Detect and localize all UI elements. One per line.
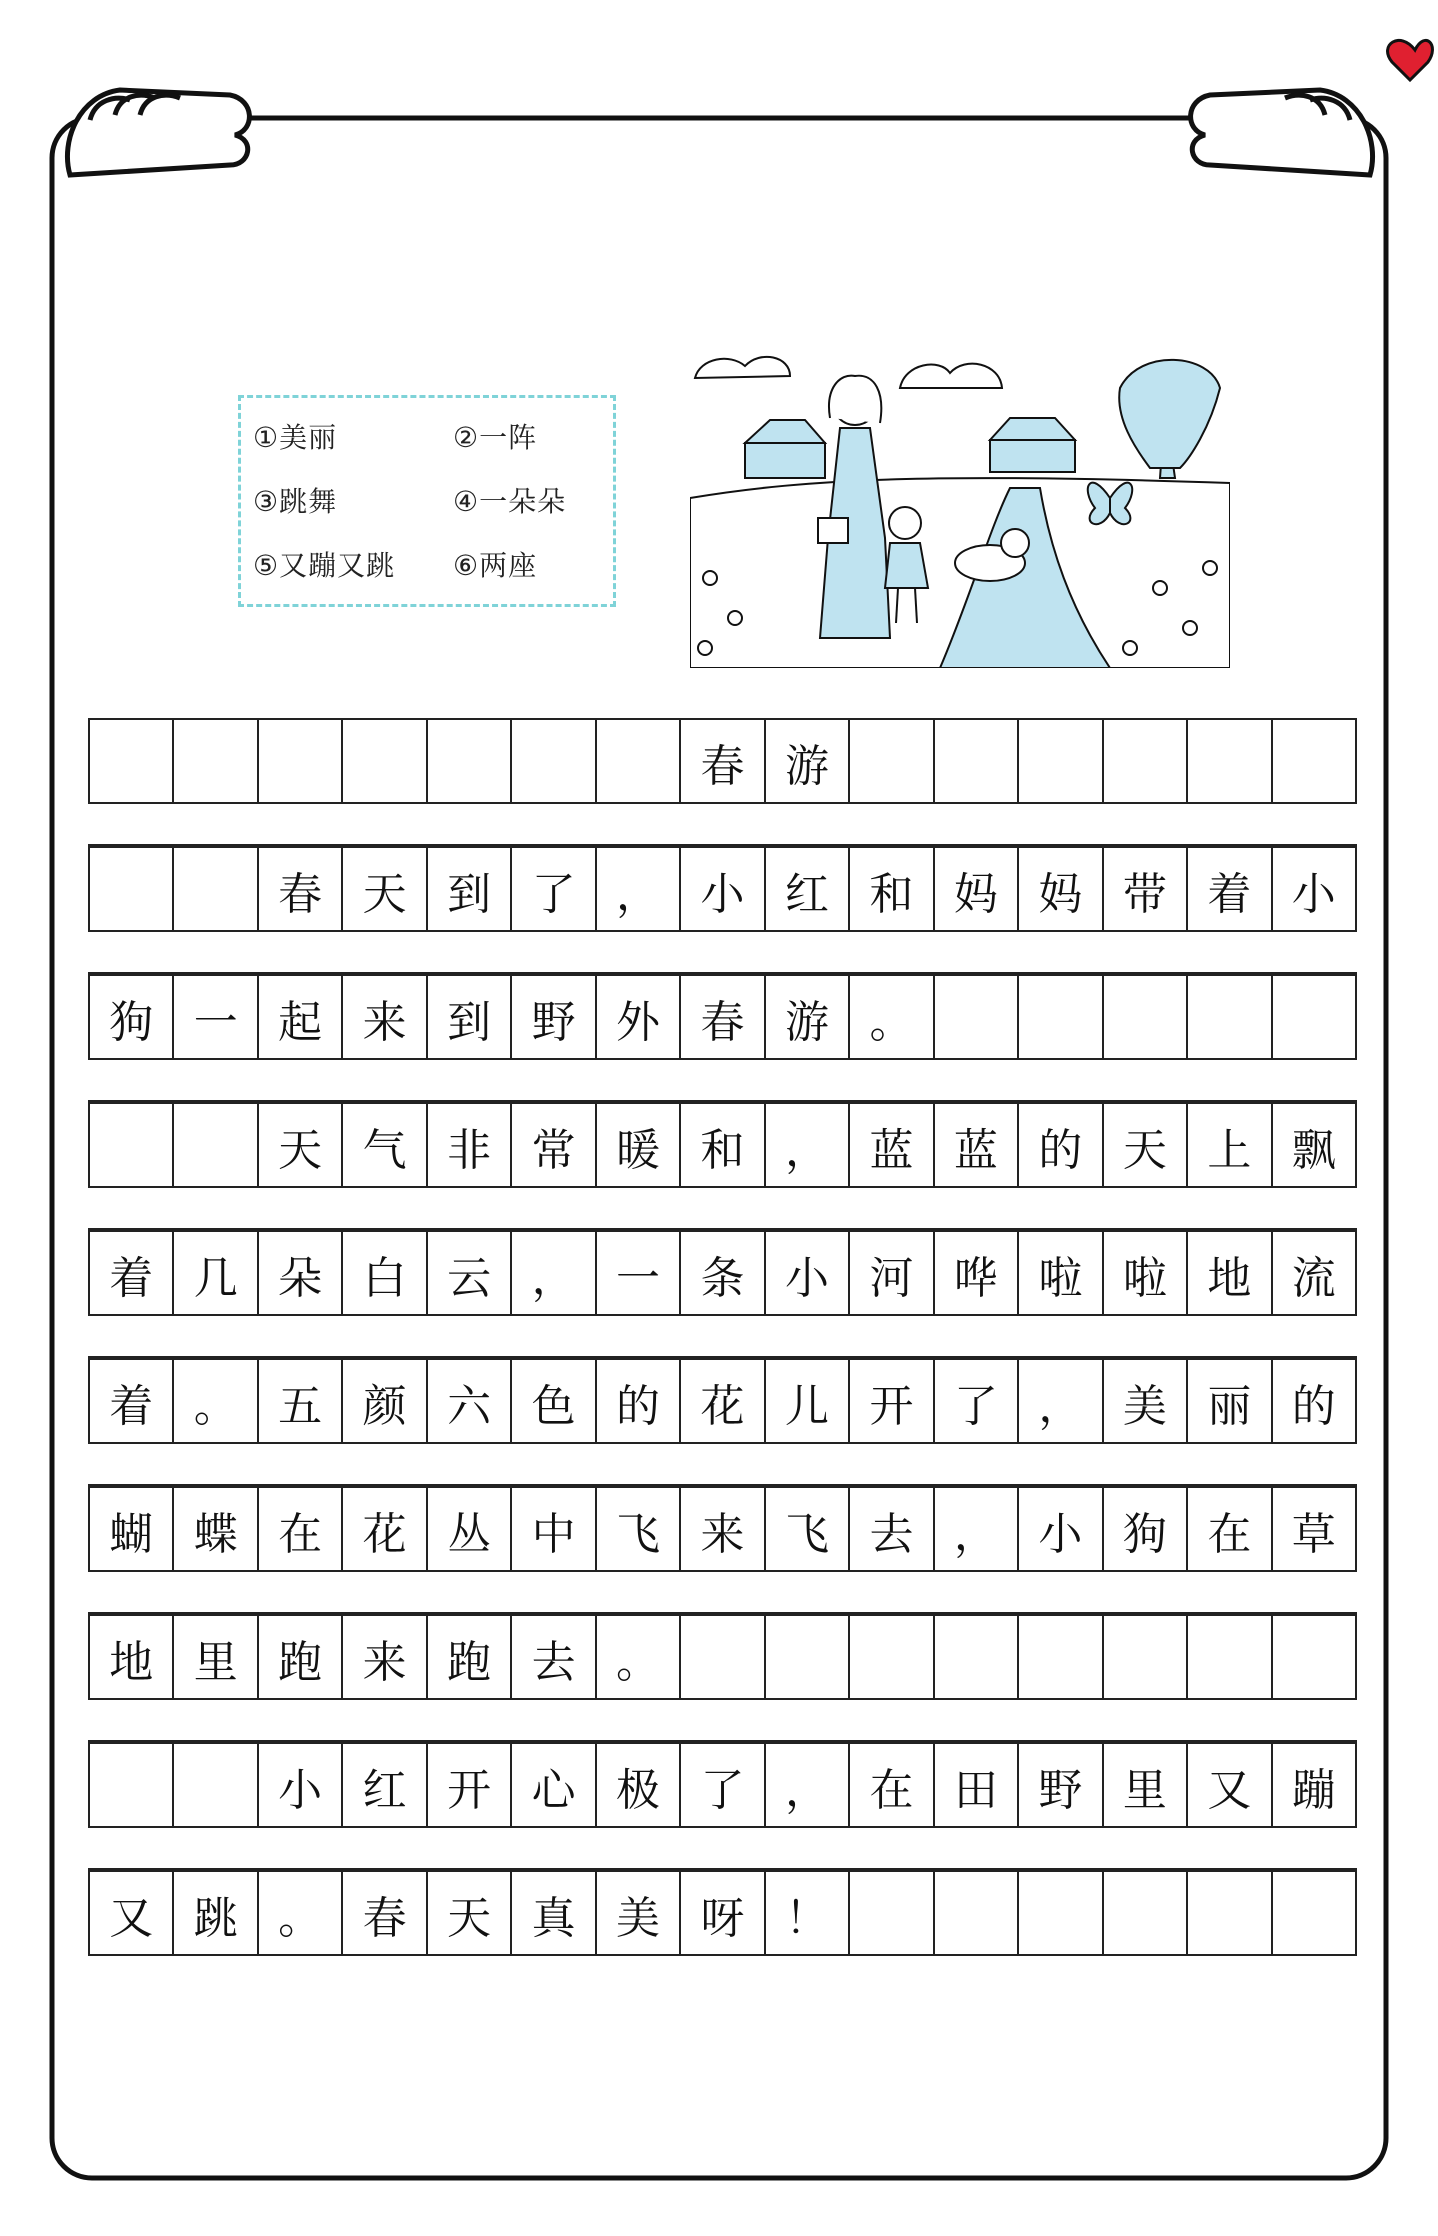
grid-cell [766,1616,850,1700]
grid-cell-row [88,1102,1357,1188]
grid-cell [90,848,174,932]
grid-cell: 飞 [766,1488,850,1572]
grid-cell [1188,1872,1272,1956]
word-bank-item: ①美丽 [253,421,338,454]
grid-cell: 田 [935,1744,1019,1828]
grid-cell: 蓝 [850,1104,934,1188]
grid-cell [90,720,174,804]
grid-cell [1273,1616,1357,1700]
grid-cell: 春 [259,848,343,932]
grid-cell: 跑 [428,1616,512,1700]
grid-cell: 在 [850,1744,934,1828]
grid-cell: 天 [1104,1104,1188,1188]
grid-cell: 。 [850,976,934,1060]
grid-cell: 心 [512,1744,596,1828]
word-bank-item: ⑥两座 [453,549,538,582]
grid-cell [512,720,596,804]
grid-cell: ， [512,1232,596,1316]
grid-cell: 云 [428,1232,512,1316]
grid-cell: 的 [1273,1360,1357,1444]
grid-cell: 天 [343,848,427,932]
grid-cell: 春 [681,976,765,1060]
grid-cell: 。 [597,1616,681,1700]
grid-cell: 开 [850,1360,934,1444]
grid-cell [1273,1872,1357,1956]
grid-cell: 色 [512,1360,596,1444]
grid-cell: 了 [681,1744,765,1828]
grid-cell: 野 [1019,1744,1103,1828]
row-spacer [88,802,1357,846]
grid-cell: 和 [850,848,934,932]
grid-cell: 去 [512,1616,596,1700]
grid-cell: 着 [90,1232,174,1316]
grid-cell: 朵 [259,1232,343,1316]
grid-cell: 外 [597,976,681,1060]
grid-cell [1104,720,1188,804]
left-hand-icon [67,90,249,175]
grid-cell [90,1104,174,1188]
grid-cell: 里 [174,1616,258,1700]
grid-cell: 地 [90,1616,174,1700]
grid-cell: 红 [343,1744,427,1828]
grid-cell [174,848,258,932]
grid-row [88,1486,1357,1614]
row-spacer [88,1570,1357,1614]
word-bank-item: ③跳舞 [253,485,338,518]
grid-cell: 了 [935,1360,1019,1444]
grid-cell: 妈 [1019,848,1103,932]
grid-cell-row [88,1614,1357,1700]
grid-row [88,1358,1357,1486]
word-bank-item: ④一朵朵 [453,485,567,518]
grid-cell: 来 [681,1488,765,1572]
grid-cell: 小 [1273,848,1357,932]
row-spacer [88,1826,1357,1870]
grid-cell: 几 [174,1232,258,1316]
heart-icon [1388,40,1433,80]
grid-cell: 蝶 [174,1488,258,1572]
grid-cell: 儿 [766,1360,850,1444]
grid-cell: ， [1019,1360,1103,1444]
grid-cell: 游 [766,720,850,804]
grid-cell [681,1616,765,1700]
grid-cell [850,720,934,804]
word-bank-item: ⑤又蹦又跳 [253,549,396,582]
grid-cell-row [88,1742,1357,1828]
grid-cell-row [88,718,1357,804]
grid-cell: 蓝 [935,1104,1019,1188]
grid-cell: 春 [343,1872,427,1956]
grid-cell: 一 [174,976,258,1060]
grid-cell: 一 [597,1232,681,1316]
grid-cell: ！ [766,1872,850,1956]
grid-cell [174,1744,258,1828]
word-bank [238,395,616,607]
grid-row [88,718,1357,846]
grid-cell [1273,720,1357,804]
row-spacer [88,1698,1357,1742]
grid-cell [935,720,1019,804]
grid-cell: 小 [681,848,765,932]
grid-cell-row [88,1870,1357,1956]
grid-cell: 上 [1188,1104,1272,1188]
grid-cell: 五 [259,1360,343,1444]
grid-cell-row [88,1230,1357,1316]
grid-cell: 花 [681,1360,765,1444]
grid-cell: 草 [1273,1488,1357,1572]
grid-cell: 花 [343,1488,427,1572]
grid-cell: 和 [681,1104,765,1188]
grid-cell: 跳 [174,1872,258,1956]
right-hand-icon [1191,90,1373,175]
grid-cell-row [88,1486,1357,1572]
grid-cell: 去 [850,1488,934,1572]
writing-grid [88,718,1357,1998]
grid-cell: 蹦 [1273,1744,1357,1828]
grid-row [88,1870,1357,1998]
grid-cell: ， [597,848,681,932]
grid-cell: 条 [681,1232,765,1316]
grid-cell: 又 [1188,1744,1272,1828]
grid-row [88,1230,1357,1358]
grid-cell [1104,976,1188,1060]
grid-cell: 在 [259,1488,343,1572]
grid-cell: 美 [1104,1360,1188,1444]
grid-cell: 极 [597,1744,681,1828]
grid-cell [1104,1616,1188,1700]
grid-cell [935,1872,1019,1956]
grid-cell: 哗 [935,1232,1019,1316]
grid-cell: 到 [428,848,512,932]
grid-cell: 气 [343,1104,427,1188]
grid-cell: 野 [512,976,596,1060]
grid-cell [597,720,681,804]
grid-cell [174,720,258,804]
grid-cell [850,1616,934,1700]
grid-cell: 小 [259,1744,343,1828]
grid-cell: 六 [428,1360,512,1444]
grid-cell: ， [766,1744,850,1828]
grid-cell: 又 [90,1872,174,1956]
grid-cell: 丽 [1188,1360,1272,1444]
grid-cell [1019,1872,1103,1956]
grid-cell [174,1104,258,1188]
grid-cell: 来 [343,976,427,1060]
grid-cell: 美 [597,1872,681,1956]
grid-cell-row [88,974,1357,1060]
grid-cell: 。 [259,1872,343,1956]
grid-cell [343,720,427,804]
grid-cell: 蝴 [90,1488,174,1572]
grid-cell: 颜 [343,1360,427,1444]
grid-cell: 飘 [1273,1104,1357,1188]
grid-cell: 来 [343,1616,427,1700]
grid-cell: 开 [428,1744,512,1828]
grid-cell [90,1744,174,1828]
grid-cell: 着 [90,1360,174,1444]
grid-cell: ， [766,1104,850,1188]
grid-cell: 。 [174,1360,258,1444]
grid-cell: 白 [343,1232,427,1316]
grid-cell [1019,720,1103,804]
grid-cell [428,720,512,804]
grid-cell: 带 [1104,848,1188,932]
grid-row [88,1614,1357,1742]
grid-cell: 狗 [1104,1488,1188,1572]
grid-cell: 天 [259,1104,343,1188]
grid-cell: 啦 [1104,1232,1188,1316]
grid-cell: 游 [766,976,850,1060]
grid-cell: 狗 [90,976,174,1060]
grid-cell [1188,1616,1272,1700]
grid-cell: 地 [1188,1232,1272,1316]
word-bank-item: ②一阵 [453,421,538,454]
grid-cell: 着 [1188,848,1272,932]
grid-cell: 天 [428,1872,512,1956]
grid-cell [1188,720,1272,804]
grid-cell: 的 [1019,1104,1103,1188]
row-spacer [88,1186,1357,1230]
grid-row [88,1102,1357,1230]
grid-cell: 春 [681,720,765,804]
grid-cell [1104,1872,1188,1956]
grid-cell-row [88,846,1357,932]
grid-cell: 流 [1273,1232,1357,1316]
grid-cell [259,720,343,804]
grid-row [88,846,1357,974]
grid-cell [935,1616,1019,1700]
grid-cell: 红 [766,848,850,932]
grid-cell [935,976,1019,1060]
row-spacer [88,1314,1357,1358]
grid-cell: 非 [428,1104,512,1188]
grid-cell: 丛 [428,1488,512,1572]
grid-cell: 真 [512,1872,596,1956]
grid-cell: 常 [512,1104,596,1188]
grid-row [88,1742,1357,1870]
row-spacer [88,1442,1357,1486]
grid-cell: 飞 [597,1488,681,1572]
grid-cell: 中 [512,1488,596,1572]
grid-cell: 里 [1104,1744,1188,1828]
grid-cell: 小 [1019,1488,1103,1572]
grid-cell: 呀 [681,1872,765,1956]
grid-cell: 在 [1188,1488,1272,1572]
grid-cell: 起 [259,976,343,1060]
grid-cell: 到 [428,976,512,1060]
grid-cell [1273,976,1357,1060]
grid-cell-row [88,1358,1357,1444]
grid-cell: 的 [597,1360,681,1444]
grid-cell: 妈 [935,848,1019,932]
grid-cell: 跑 [259,1616,343,1700]
grid-cell: ， [935,1488,1019,1572]
grid-cell [1019,976,1103,1060]
grid-cell: 了 [512,848,596,932]
grid-cell [850,1872,934,1956]
grid-cell: 暖 [597,1104,681,1188]
grid-row [88,974,1357,1102]
grid-cell [1019,1616,1103,1700]
row-spacer [88,930,1357,974]
spring-outing-illustration [690,348,1230,668]
grid-cell: 小 [766,1232,850,1316]
grid-cell: 河 [850,1232,934,1316]
row-spacer [88,1058,1357,1102]
grid-cell: 啦 [1019,1232,1103,1316]
grid-cell [1188,976,1272,1060]
